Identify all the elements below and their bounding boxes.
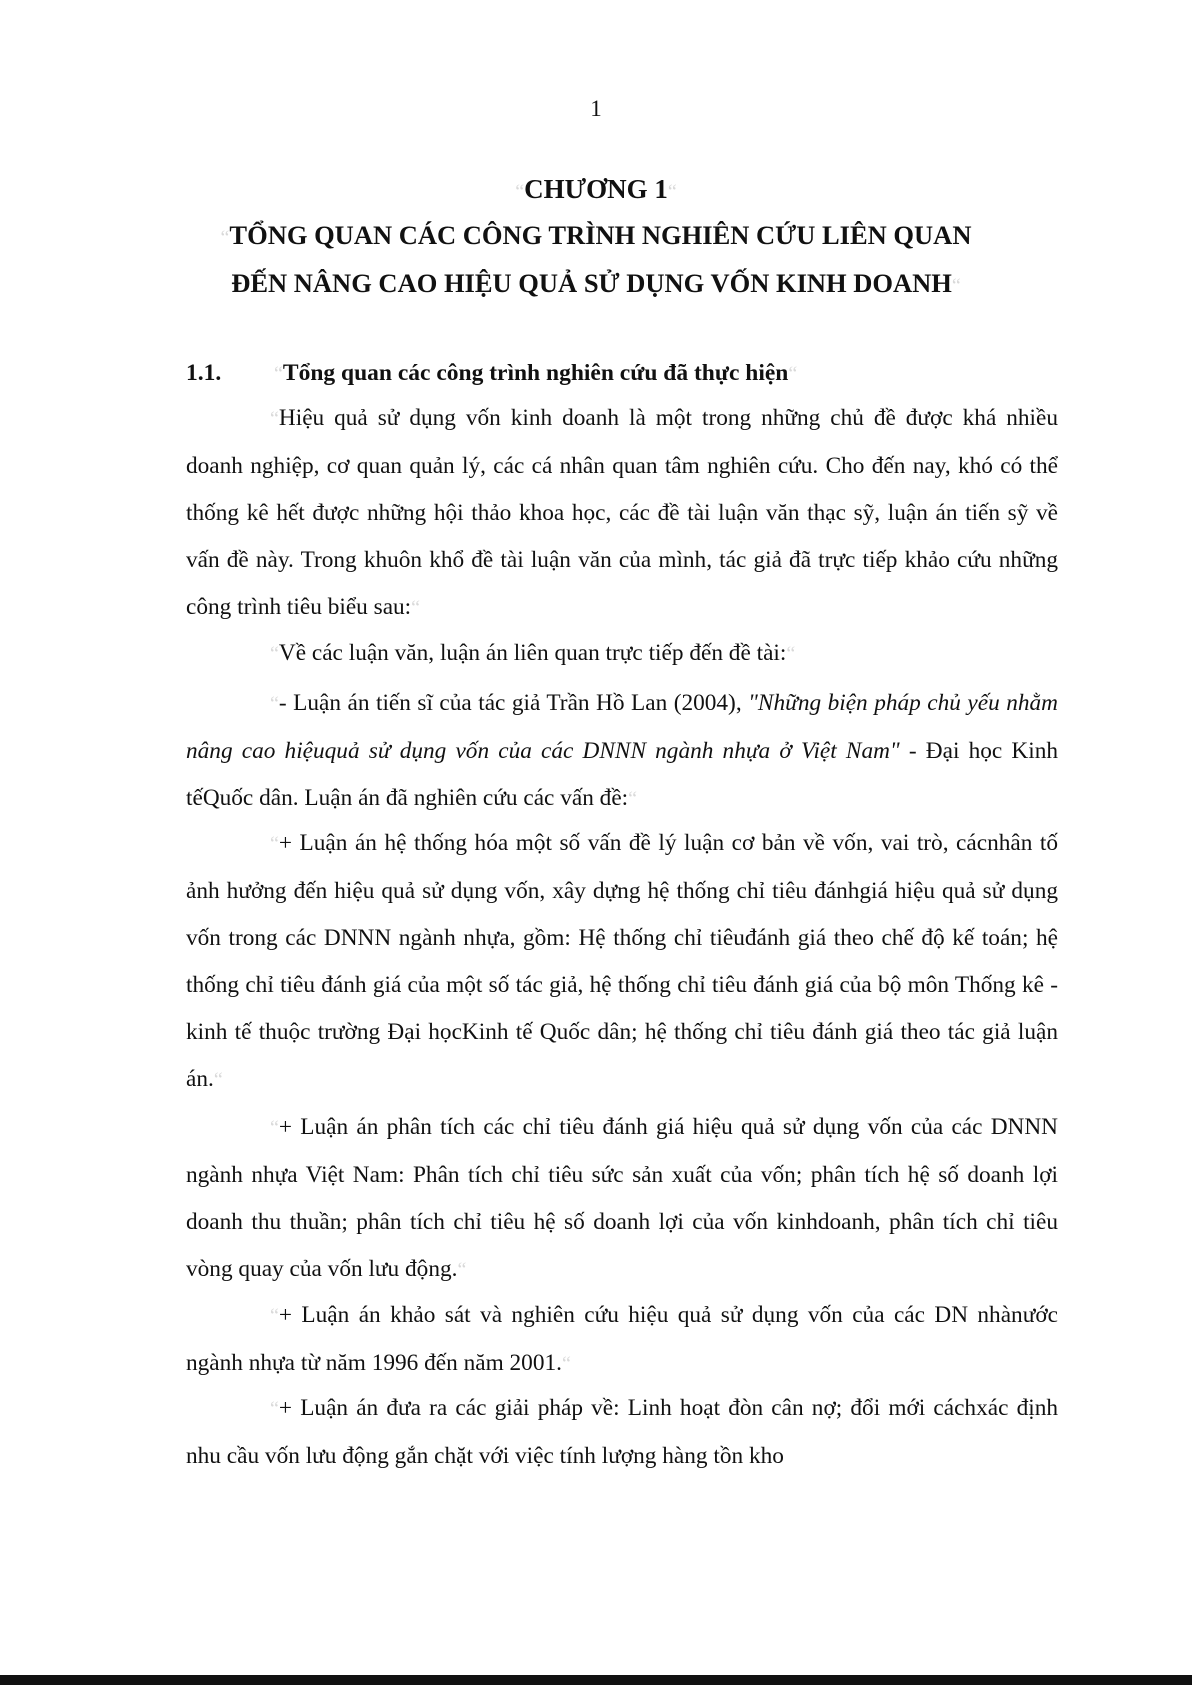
- ghost-quote-mark: “: [270, 1117, 279, 1139]
- page-number: 1: [590, 96, 602, 121]
- chapter-title-line-2: [0, 258, 1192, 311]
- ghost-quote-mark: “: [951, 275, 961, 297]
- chapter-label-text: CHƯƠNG 1: [524, 174, 668, 204]
- body-paragraph: [186, 1385, 1058, 1480]
- paragraph-text: + Luận án đưa ra các giải pháp về: Linh hoạt đòn cân nợ; đổi mới cáchxác định nhu cầu vốn lưu động gắn chặt với việc tính lượng hàng tồn kho: [186, 1395, 1058, 1469]
- chapter-title-line-2-text: ĐẾN NÂNG CAO HIỆU QUẢ SỬ DỤNG VỐN KINH DOANH: [231, 268, 952, 298]
- paragraph-text: + Luận án hệ thống hóa một số vấn đề lý luận cơ bản về vốn, vai trò, cácnhân tố ảnh hưởng đến hiệu quả sử dụng vốn, xây dựng hệ thống chỉ tiêu đánhgiá hiệu quả sử dụng vốn trong các DNNN ngành nhựa, gồm: Hệ thống chỉ tiêuđánh giá theo chế độ kế toán; hệ thống chỉ tiêu đánh giá của một số tác giả, hệ thống chỉ tiêu đánh giá của bộ môn Thống kê - kinh tế thuộc trường Đại họcKinh tế Quốc dân; hệ thống chỉ tiêu đánh giá theo tác giả luận án.: [186, 830, 1058, 1092]
- body-paragraph: [186, 1104, 1058, 1294]
- ghost-quote-mark: “: [270, 833, 279, 855]
- cited-work-title: "Những biện pháp chủ yếu nhằm nâng cao hiệuquả sử dụng vốn của các DNNN ngành nhựa ở Việt Nam": [186, 690, 1058, 764]
- paragraph-text: + Luận án khảo sát và nghiên cứu hiệu quả sử dụng vốn của các DN nhànước ngành nhựa từ năm 1996 đến năm 2001.: [186, 1302, 1058, 1376]
- ghost-quote-mark: “: [270, 1398, 279, 1420]
- ghost-quote-mark: “: [270, 643, 279, 665]
- ghost-quote-mark: “: [667, 181, 677, 203]
- body-paragraph: [186, 680, 1058, 823]
- ghost-quote-mark: “: [515, 181, 525, 203]
- paragraph-text: + Luận án phân tích các chỉ tiêu đánh giá hiệu quả sử dụng vốn của các DNNN ngành nhựa Việt Nam: Phân tích chỉ tiêu sức sản xuất của vốn; phân tích hệ số doanh lợi doanh thu thuần; phân tích chỉ tiêu hệ số doanh lợi của vốn kinhdoanh, phân tích chỉ tiêu vòng quay của vốn lưu động.: [186, 1114, 1058, 1282]
- ghost-quote-mark: “: [628, 788, 638, 810]
- ghost-quote-mark: “: [270, 1305, 279, 1327]
- paragraph-text: Về các luận văn, luận án liên quan trực tiếp đến đề tài:: [278, 640, 787, 666]
- ghost-quote-mark: “: [788, 363, 798, 385]
- paragraph-intro: - Luận án tiến sĩ của tác giả Trần Hồ Lan (2004),: [278, 690, 749, 716]
- body-paragraph: [186, 395, 1058, 632]
- ghost-quote-mark: “: [220, 227, 230, 249]
- ghost-quote-mark: “: [213, 1069, 223, 1091]
- chapter-title-line-1: [0, 210, 1192, 263]
- section-number: 1.1.: [186, 360, 222, 386]
- paragraph-text: - Đại học Kinh tếQuốc dân. Luận án đã nghiên cứu các vấn đề:: [186, 738, 1058, 811]
- ghost-quote-mark: “: [270, 693, 279, 715]
- paragraph-text: Hiệu quả sử dụng vốn kinh doanh là một trong những chủ đề được khá nhiều doanh nghiệp, cơ quan quản lý, các cá nhân quan tâm nghiên cứu. Cho đến nay, khó có thể thống kê hết được những hội thảo khoa học, các đề tài luận văn thạc sỹ, luận án tiến sỹ về vấn đề này. Trong khuôn khổ đề tài luận văn của mình, tác giả đã trực tiếp khảo cứu những công trình tiêu biểu sau:: [186, 405, 1058, 620]
- body-paragraph: [186, 630, 1058, 678]
- ghost-quote-mark: “: [274, 363, 283, 385]
- chapter-title-line-1-text: TỔNG QUAN CÁC CÔNG TRÌNH NGHIÊN CỨU LIÊN QUAN: [229, 220, 972, 250]
- ghost-quote-mark: “: [270, 408, 279, 430]
- section-heading: [186, 350, 1056, 397]
- body-paragraph: [186, 1292, 1058, 1388]
- body-paragraph: [186, 820, 1058, 1104]
- ghost-quote-mark: “: [411, 597, 421, 619]
- ghost-quote-mark: “: [561, 1353, 571, 1375]
- ghost-quote-mark: “: [786, 643, 796, 665]
- section-title: Tổng quan các công trình nghiên cứu đã thực hiện: [282, 360, 789, 386]
- bottom-edge-bar: [0, 1675, 1192, 1685]
- ghost-quote-mark: “: [457, 1259, 467, 1281]
